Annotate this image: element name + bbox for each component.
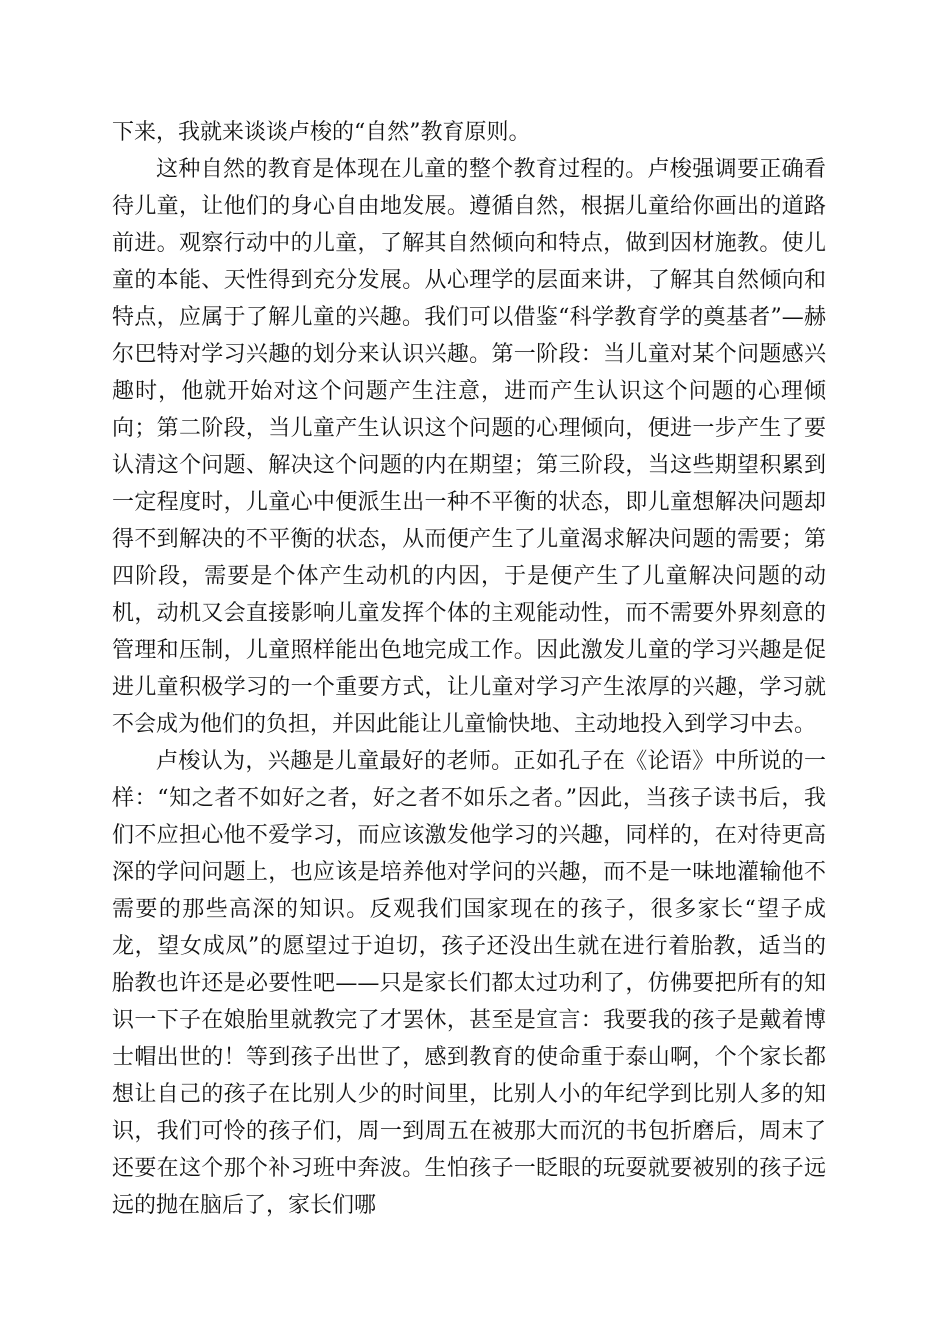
- paragraph-interest-teacher: 卢梭认为，兴趣是儿童最好的老师。正如孔子在《论语》中所说的一样：“知之者不如好之者，好之者不如乐之者。”因此，当孩子读书后，我们不应担心他不爱学习，而应该激发他学习的兴趣，同样的，在对待更高深的学问问题上，也应该是培养他对学问的兴趣，而不是一味地灌输他不需要的那些高深的知识。反观我们国家现在的孩子，很多家长“望子成龙，望女成凤”的愿望过于迫切，孩子还没出生就在进行着胎教，适当的胎教也许还是必要性吧——只是家长们都太过功利了，仿佛要把所有的知识一下子在娘胎里就教完了才罢休，甚至是宣言：我要我的孩子是戴着博士帽出世的！等到孩子出世了，感到教育的使命重于泰山啊，个个家长都想让自己的孩子在比别人少的时间里，比别人小的年纪学到比别人多的知识，我们可怜的孩子们，周一到周五在被那大而沉的书包折磨后，周末了还要在这个那个补习班中奔波。生怕孩子一眨眼的玩耍就要被别的孩子远远的抛在脑后了，家长们哪: [112, 749, 826, 1218]
- paragraph-continuation: 下来，我就来谈谈卢梭的“自然”教育原则。: [112, 120, 531, 145]
- paragraph-natural-education: 这种自然的教育是体现在儿童的整个教育过程的。卢梭强调要正确看待儿童，让他们的身心自由地发展。遵循自然，根据儿童给你画出的道路前进。观察行动中的儿童，了解其自然倾向和特点，做到因材施教。使儿童的本能、天性得到充分发展。从心理学的层面来讲，了解其自然倾向和特点，应属于了解儿童的兴趣。我们可以借鉴“科学教育学的奠基者”—赫尔巴特对学习兴趣的划分来认识兴趣。第一阶段：当儿童对某个问题感兴趣时，他就开始对这个问题产生注意，进而产生认识这个问题的心理倾向；第二阶段，当儿童产生认识这个问题的心理倾向，便进一步产生了要认清这个问题、解决这个问题的内在期望；第三阶段，当这些期望积累到一定程度时，儿童心中便派生出一种不平衡的状态，即儿童想解决问题却得不到解决的不平衡的状态，从而便产生了儿童渴求解决问题的需要；第四阶段，需要是个体产生动机的内因，于是便产生了儿童解决问题的动机，动机又会直接影响儿童发挥个体的主观能动性，而不需要外界刻意的管理和压制，儿童照样能出色地完成工作。因此激发儿童的学习兴趣是促进儿童积极学习的一个重要方式，让儿童对学习产生浓厚的兴趣，学习就不会成为他们的负担，并因此能让儿童愉快地、主动地投入到学习中去。: [112, 157, 826, 737]
- body-text: [112, 114, 826, 1224]
